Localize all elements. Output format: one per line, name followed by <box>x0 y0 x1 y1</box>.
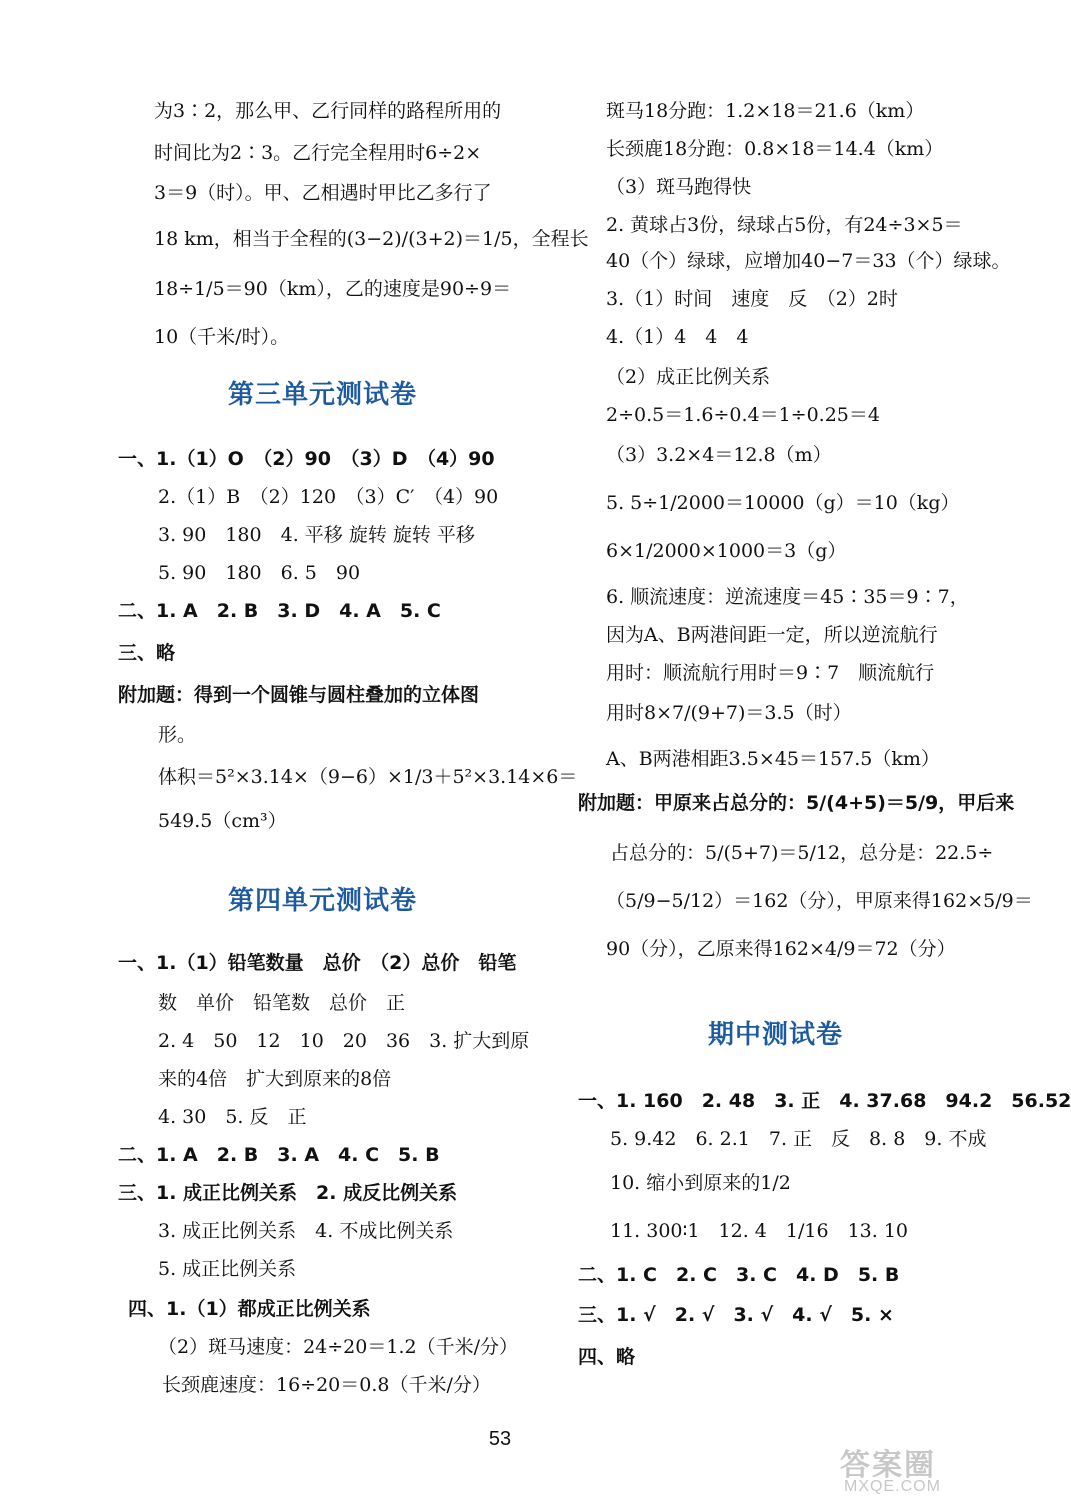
text-line: 用时：顺流航行用时＝9∶7 顺流航行 <box>606 662 935 684</box>
text-line: 长颈鹿18分跑：0.8×18＝14.4（km） <box>606 138 944 160</box>
heading-midterm: 期中测试卷 <box>708 1020 844 1050</box>
answer-line: 3. 成正比例关系 4. 不成比例关系 <box>158 1220 454 1242</box>
bonus-line: 附加题：甲原来占总分的：5/(4+5)＝5/9，甲后来 <box>578 792 1015 814</box>
answer-line: 2. 4 50 12 10 20 36 3. 扩大到原 <box>158 1030 530 1052</box>
text-line: 斑马18分跑：1.2×18＝21.6（km） <box>606 100 925 122</box>
answer-line: 来的4倍 扩大到原来的8倍 <box>158 1068 392 1090</box>
watermark-url: MXQE.COM <box>844 1478 941 1495</box>
text-line: 18 km，相当于全程的(3−2)/(3+2)＝1/5，全程长 <box>154 228 589 250</box>
answer-line: 二、1. C 2. C 3. C 4. D 5. B <box>578 1264 900 1286</box>
text-line: 3＝9（时）。甲、乙相遇时甲比乙多行了 <box>154 182 492 204</box>
answer-line: 5. 90 180 6. 5 90 <box>158 562 361 584</box>
text-line: 用时8×7/(9+7)＝3.5（时） <box>606 702 852 724</box>
answer-line: 四、略 <box>578 1346 636 1368</box>
answer-line: 5. 成正比例关系 <box>158 1258 297 1280</box>
text-line: 6×1/2000×1000＝3（g） <box>606 540 847 562</box>
text-line: 90（分），乙原来得162×4/9＝72（分） <box>606 938 956 960</box>
watermark-logo <box>840 1440 990 1500</box>
answer-line: 10. 缩小到原来的1/2 <box>610 1172 791 1194</box>
text-line: 5. 5÷1/2000＝10000（g）＝10（kg） <box>606 492 960 514</box>
answer-line: 长颈鹿速度：16÷20＝0.8（千米/分） <box>162 1374 491 1396</box>
text-line: 为3∶2，那么甲、乙行同样的路程所用的 <box>154 100 502 122</box>
answer-line: 3. 90 180 4. 平移 旋转 旋转 平移 <box>158 524 475 546</box>
text-line: 6. 顺流速度：逆流速度＝45∶35＝9∶7， <box>606 586 969 608</box>
answer-line: 4. 30 5. 反 正 <box>158 1106 307 1128</box>
answer-line: 一、1. 160 2. 48 3. 正 4. 37.68 94.2 56.52 <box>578 1090 1071 1112</box>
text-line: （5/9−5/12）＝162（分），甲原来得162×5/9＝ <box>606 890 1033 912</box>
text-line: （3）3.2×4＝12.8（m） <box>606 444 832 466</box>
heading-unit4: 第四单元测试卷 <box>228 886 418 916</box>
answer-line: 三、1. √ 2. √ 3. √ 4. √ 5. × <box>578 1304 894 1326</box>
text-line: 2. 黄球占3份，绿球占5份，有24÷3×5＝ <box>606 214 963 236</box>
answer-line: 二、1. A 2. B 3. A 4. C 5. B <box>118 1144 440 1166</box>
text-line: 18÷1/5＝90（km），乙的速度是90÷9＝ <box>154 278 512 300</box>
answer-line: 11. 300∶1 12. 4 1/16 13. 10 <box>610 1220 908 1242</box>
answer-line: 一、1.（1）O （2）90 （3）D （4）90 <box>118 448 495 470</box>
heading-unit3: 第三单元测试卷 <box>228 380 418 410</box>
text-line: 因为A、B两港间距一定，所以逆流航行 <box>606 624 938 646</box>
text-line: 10（千米/时）。 <box>154 326 290 348</box>
page-number: 53 <box>488 1428 512 1450</box>
answer-line: 一、1.（1）铅笔数量 总价 （2）总价 铅笔 <box>118 952 517 974</box>
text-line: 40（个）绿球，应增加40−7＝33（个）绿球。 <box>606 250 1011 272</box>
answer-line: 数 单价 铅笔数 总价 正 <box>158 992 406 1014</box>
text-line: 时间比为2∶3。乙行完全程用时6÷2× <box>154 142 482 164</box>
answer-line: 549.5（cm³） <box>158 810 287 832</box>
text-line: 3.（1）时间 速度 反 （2）2时 <box>606 288 898 310</box>
watermark-text: 答案圈 <box>840 1449 936 1482</box>
text-line: 占总分的：5/(5+7)＝5/12，总分是：22.5÷ <box>610 842 994 864</box>
answer-line: 三、1. 成正比例关系 2. 成反比例关系 <box>118 1182 458 1204</box>
answer-line: 三、略 <box>118 642 176 664</box>
text-line: 4.（1）4 4 4 <box>606 326 749 348</box>
text-line: 2÷0.5＝1.6÷0.4＝1÷0.25＝4 <box>606 404 880 426</box>
answer-line: 5. 9.42 6. 2.1 7. 正 反 8. 8 9. 不成 <box>610 1128 987 1150</box>
text-line: A、B两港相距3.5×45＝157.5（km） <box>606 748 940 770</box>
bonus-line: 附加题：得到一个圆锥与圆柱叠加的立体图 <box>118 684 480 706</box>
text-line: （3）斑马跑得快 <box>606 176 752 198</box>
answer-line: 体积＝5²×3.14×（9−6）×1/3＋5²×3.14×6＝ <box>158 766 578 788</box>
answer-line: 四、1.（1）都成正比例关系 <box>128 1298 371 1320</box>
text-line: （2）成正比例关系 <box>606 366 771 388</box>
answer-line: 二、1. A 2. B 3. D 4. A 5. C <box>118 600 441 622</box>
answer-line: 形。 <box>158 724 197 746</box>
answer-line: （2）斑马速度：24÷20＝1.2（千米/分） <box>158 1336 518 1358</box>
answer-line: 2.（1）B （2）120 （3）C′ （4）90 <box>158 486 499 508</box>
